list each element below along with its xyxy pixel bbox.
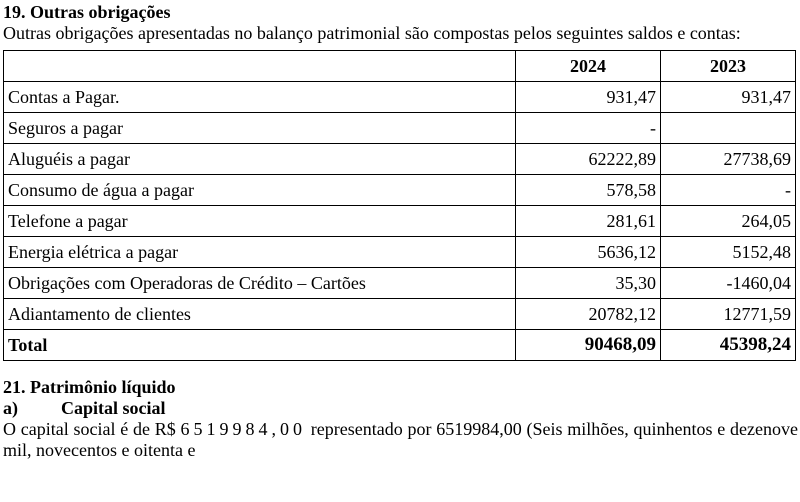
- paragraph-start: O capital social é de R$: [3, 419, 176, 439]
- section-21: [3, 377, 798, 461]
- value-2023: 264,05: [661, 206, 796, 237]
- row-label: Adiantamento de clientes: [4, 299, 516, 330]
- capital-amount: 6519984,00: [180, 419, 307, 439]
- row-label: Aluguéis a pagar: [4, 144, 516, 175]
- section-19-title: 19. Outras obrigações: [3, 2, 171, 22]
- table-row: [4, 82, 796, 113]
- total-2023: 45398,24: [661, 330, 796, 361]
- subsection-heading: [3, 398, 798, 419]
- header-2024: 2024: [516, 51, 661, 82]
- total-row: [4, 330, 796, 361]
- value-2023: 931,47: [661, 82, 796, 113]
- value-2023: 12771,59: [661, 299, 796, 330]
- value-2023: [661, 113, 796, 144]
- section-19-intro: Outras obrigações apresentadas no balanço patrimonial são compostas pelos seguintes saldos e contas:: [3, 23, 741, 43]
- section-21-title: 21. Patrimônio líquido: [3, 377, 176, 397]
- value-2024: 35,30: [516, 268, 661, 299]
- total-label: Total: [4, 330, 516, 361]
- capital-social-paragraph: [3, 419, 798, 461]
- value-2024: 62222,89: [516, 144, 661, 175]
- subsection-title: Capital social: [61, 398, 166, 418]
- paragraph-rest: representado por 6519984,00 (Seis milhões, quinhentos e dezenove mil, novecentos e oitenta e: [3, 419, 798, 460]
- value-2024: 20782,12: [516, 299, 661, 330]
- table-row: [4, 299, 796, 330]
- document-page: [3, 2, 798, 461]
- table-row: [4, 113, 796, 144]
- value-2024: 578,58: [516, 175, 661, 206]
- row-label: Energia elétrica a pagar: [4, 237, 516, 268]
- table-header-row: [4, 51, 796, 82]
- header-2023: 2023: [661, 51, 796, 82]
- table-row: [4, 175, 796, 206]
- table-row: [4, 206, 796, 237]
- value-2023: -: [661, 175, 796, 206]
- value-2023: 5152,48: [661, 237, 796, 268]
- value-2024: 5636,12: [516, 237, 661, 268]
- value-2023: 27738,69: [661, 144, 796, 175]
- value-2024: 281,61: [516, 206, 661, 237]
- table-row: [4, 237, 796, 268]
- value-2024: -: [516, 113, 661, 144]
- row-label: Obrigações com Operadoras de Crédito – Cartões: [4, 268, 516, 299]
- row-label: Seguros a pagar: [4, 113, 516, 144]
- table-row: [4, 144, 796, 175]
- value-2023: -1460,04: [661, 268, 796, 299]
- value-2024: 931,47: [516, 82, 661, 113]
- other-obligations-table: [3, 50, 796, 361]
- total-2024: 90468,09: [516, 330, 661, 361]
- row-label: Contas a Pagar.: [4, 82, 516, 113]
- row-label: Consumo de água a pagar: [4, 175, 516, 206]
- table-row: [4, 268, 796, 299]
- header-label-cell: [4, 51, 516, 82]
- row-label: Telefone a pagar: [4, 206, 516, 237]
- subsection-letter: a): [3, 398, 18, 418]
